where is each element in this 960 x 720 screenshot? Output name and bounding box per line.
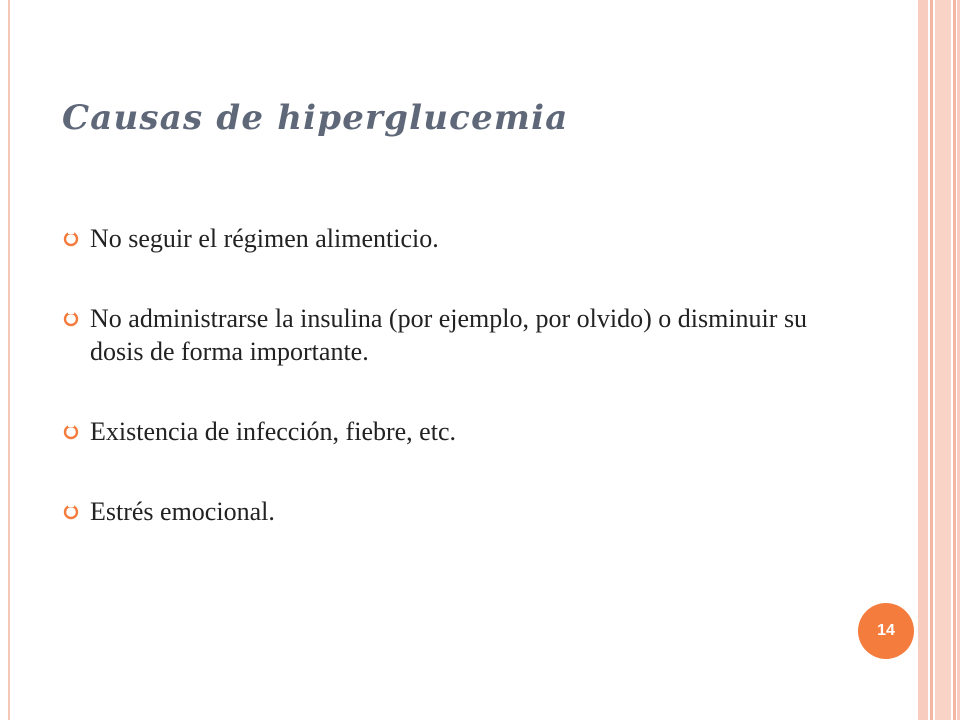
bullet-text: Estrés emocional. [90,497,275,526]
bullet-item [62,222,842,255]
circle-bullet-icon [62,503,80,521]
slide-title: Causas de hiperglucemia [62,98,569,138]
page-number: 14 [877,622,895,639]
circle-bullet-icon [62,230,80,248]
left-border-rule [8,0,10,720]
bullet-item [62,415,842,448]
bullet-item [62,302,842,368]
page-number-badge [858,603,914,659]
circle-bullet-icon [62,310,80,328]
right-decorative-band [918,0,928,720]
bullet-item [62,495,842,528]
circle-bullet-icon [62,423,80,441]
bullet-text: Existencia de infección, fiebre, etc. [90,417,456,446]
bullet-text: No administrarse la insulina (por ejemplo, por olvido) o disminuir su dosis de forma importante. [90,304,808,366]
right-decorative-band [953,0,956,720]
right-decorative-band [935,0,951,720]
right-decorative-band [930,0,933,720]
bullet-text: No seguir el régimen alimenticio. [90,224,439,253]
bullet-list [62,222,842,575]
